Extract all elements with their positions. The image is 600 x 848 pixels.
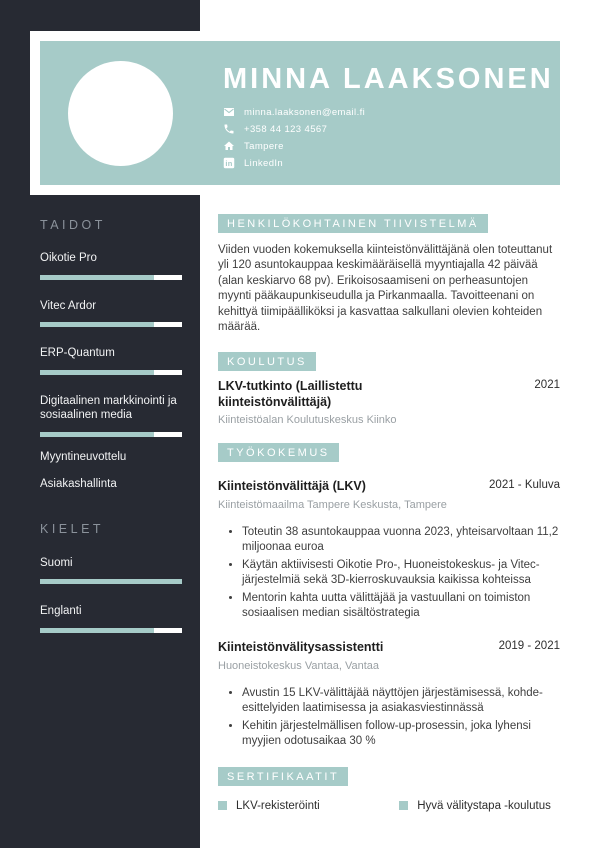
phone-icon <box>223 123 235 135</box>
email-icon <box>223 106 235 118</box>
summary-text: Viiden vuoden kokemuksella kiinteistönvälittäjänä olen toteuttanut yli 120 asuntokauppaa keskimääräisellä myyntiajalla 42 päivää (alan keskiarvo 68 pv). Erikoisosaamiseni on perheasuntojen myynti pääkaupunkiseudulla ja Pirkanmaalla. Tavoitteenani on kehittyä tiimipäälliköksi ja kasvattaa salkullani olevien kohteiden määrää. <box>218 244 553 334</box>
certificates-section-label: SERTIFIKAATIT <box>218 767 348 786</box>
language-bar-fill <box>40 628 154 633</box>
skill-label: Asiakashallinta <box>40 478 117 490</box>
languages-heading: KIELET <box>40 521 105 536</box>
skill-bar-fill <box>40 275 154 280</box>
job-title: Kiinteistönvälitysassistentti <box>218 640 384 655</box>
contact-linkedin <box>223 157 554 169</box>
square-bullet-icon <box>399 801 408 810</box>
language-item <box>40 556 182 585</box>
home-icon <box>223 140 235 152</box>
language-bar-fill <box>40 579 182 584</box>
skill-label: Myyntineuvottelu <box>40 450 127 463</box>
job-bullet-list <box>218 686 560 750</box>
summary-section-label: HENKILÖKOHTAINEN TIIVISTELMÄ <box>218 214 488 233</box>
job-company: Huoneistokeskus Vantaa, Vantaa <box>218 659 380 672</box>
language-bar <box>40 628 182 633</box>
person-name: MINNA LAAKSONEN <box>223 63 554 95</box>
language-label: Suomi <box>40 556 73 569</box>
job-bullet-list <box>218 525 560 621</box>
skill-item <box>40 346 182 375</box>
job-bullet: • Kehitin järjestelmällisen follow-up-prosessin, joka lyhensi myyjien odotusaikaa 30 % <box>242 719 560 750</box>
education-entry-head <box>218 379 560 410</box>
header-band <box>40 41 560 185</box>
skill-bar <box>40 370 182 375</box>
job-bullet: • Toteutin 38 asuntokauppaa vuonna 2023, yhteisarvoltaan 11,2 miljoonaa euroa <box>242 525 560 556</box>
education-institution: Kiinteistöalan Koulutuskeskus Kiinko <box>218 414 397 427</box>
education-degree: LKV-tutkinto (Laillistettu kiinteistönvälittäjä) <box>218 379 363 409</box>
skill-item <box>40 450 182 465</box>
certificate-label: Hyvä välitystapa -koulutus <box>417 799 551 812</box>
language-label: Englanti <box>40 605 82 617</box>
job-entry-head <box>218 640 560 656</box>
skills-heading: TAIDOT <box>40 218 106 232</box>
section-certificates <box>218 767 560 812</box>
language-bar <box>40 579 182 584</box>
contact-email-text: minna.laaksonen@email.fi <box>244 106 366 118</box>
contact-location-text: Tampere <box>244 140 284 152</box>
skill-bar-fill <box>40 322 154 327</box>
certificate-item <box>218 800 399 812</box>
skill-bar-fill <box>40 370 154 375</box>
skill-label: ERP-Quantum <box>40 347 115 359</box>
skill-item <box>40 394 182 437</box>
experience-section-label: TYÖKOKEMUS <box>218 443 339 462</box>
contact-email <box>223 106 554 118</box>
certificate-list <box>218 800 560 812</box>
contact-phone-text: +358 44 123 4567 <box>244 123 328 135</box>
job-date: 2019 - 2021 <box>498 640 560 653</box>
job-entry-head <box>218 479 560 495</box>
education-entry <box>218 379 560 426</box>
education-section-label: KOULUTUS <box>218 352 316 371</box>
skill-bar <box>40 322 182 327</box>
certificate-label: LKV-rekisteröinti <box>236 799 320 812</box>
contact-list <box>223 106 554 169</box>
skill-item <box>40 251 182 280</box>
skill-bar <box>40 432 182 437</box>
svg-text:in: in <box>225 159 233 168</box>
contact-location <box>223 140 554 152</box>
skill-bar-fill <box>40 432 154 437</box>
square-bullet-icon <box>218 801 227 810</box>
job-entry <box>218 640 560 749</box>
job-bullet: • Käytän aktiivisesti Oikotie Pro-, Huoneistokeskus- ja Vitec-järjestelmiä sekä 3D-kierroskuvauksia kaikissa kohteissa <box>242 558 560 589</box>
section-summary <box>218 214 560 335</box>
skill-item <box>40 477 182 492</box>
job-bullet: • Avustin 15 LKV-välittäjää näyttöjen järjestämisessä, kohde-esittelyiden laatimisessa ja asiakasviestinnässä <box>242 686 560 717</box>
job-entry <box>218 479 560 621</box>
header-text <box>223 63 554 169</box>
profile-photo-placeholder <box>68 61 173 166</box>
section-experience <box>218 443 560 749</box>
job-date: 2021 - Kuluva <box>489 479 560 492</box>
job-bullet: • Mentorin kahta uutta välittäjää ja vastuullani on toimiston sosiaalisen median sisältöstrategia <box>242 591 560 622</box>
contact-linkedin-text: LinkedIn <box>244 157 284 169</box>
job-title: Kiinteistönvälittäjä (LKV) <box>218 479 366 494</box>
job-company: Kiinteistömaailma Tampere Keskusta, Tampere <box>218 498 447 511</box>
skill-label: Vitec Ardor <box>40 299 97 312</box>
main-content <box>218 214 560 812</box>
skill-bar <box>40 275 182 280</box>
certificate-item <box>399 800 560 812</box>
education-date: 2021 <box>534 379 560 392</box>
header-card <box>30 31 570 195</box>
contact-phone <box>223 123 554 135</box>
section-education <box>218 352 560 426</box>
skill-label: Oikotie Pro <box>40 252 97 264</box>
linkedin-icon <box>223 157 235 169</box>
skill-item <box>40 299 182 328</box>
language-item <box>40 604 182 633</box>
skill-label: Digitaalinen markkinointi ja sosiaalinen media <box>40 394 177 421</box>
